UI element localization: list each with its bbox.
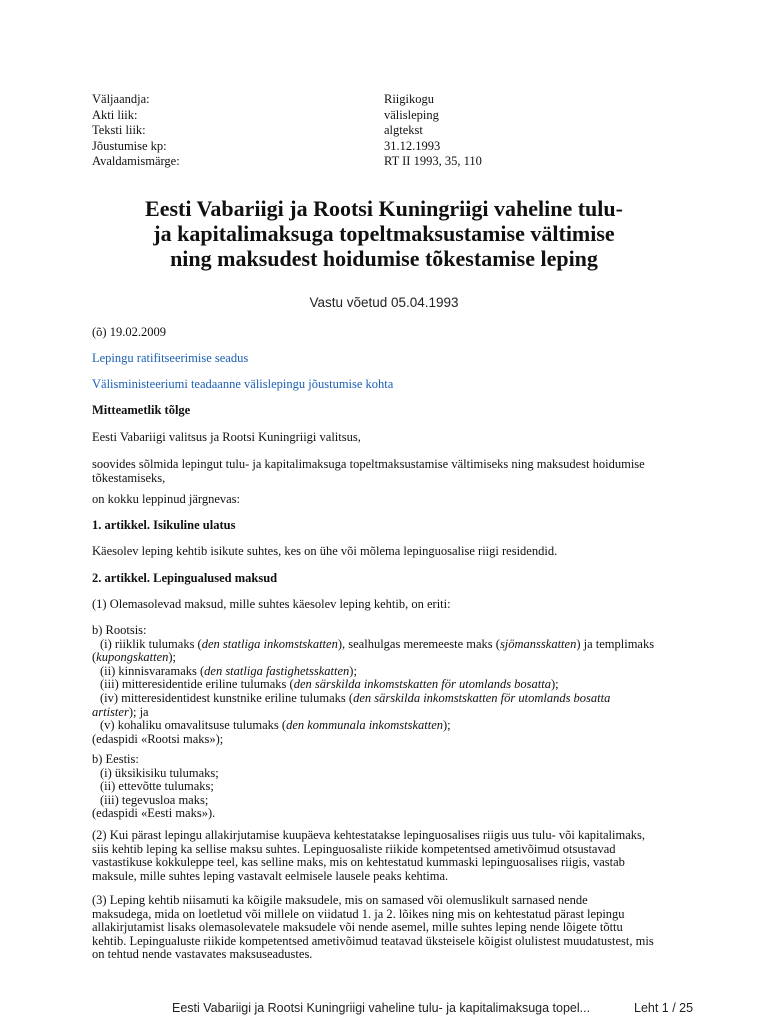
paragraph-line: maksule, mille suhtes leping vastavalt eelmisele lausele peaks kehtima. — [92, 868, 449, 883]
sweden-tax-item: (i) riiklik tulumaks (den statliga inkomstskatten), sealhulgas meremeeste maks (sjömansskatten) ja templimaks — [100, 636, 655, 651]
page-counter: Leht 1 / 25 — [634, 1001, 694, 1015]
article-1-text: Käesolev leping kehtib isikute suhtes, kes on ühe või mõlema lepinguosalise riigi residendid. — [92, 544, 558, 558]
sweden-tax-item: (ii) kinnisvaramaks (den statliga fastighetsskatten); — [100, 663, 357, 678]
metadata-key: Avaldamismärge: — [92, 154, 180, 168]
paragraph-line: (3) Leping kehtib niisamuti ka kõigile maksudele, mis on samased või olemuslikult sarnased nende — [92, 893, 588, 907]
page-footer — [0, 1001, 768, 1019]
estonia-label: b) Eestis: — [92, 752, 139, 766]
article-2-paragraph-3 — [92, 894, 692, 962]
sweden-taxes-list — [92, 624, 692, 746]
article-2-paragraph-2 — [92, 829, 692, 883]
amended-note: (õ) 19.02.2009 — [92, 325, 166, 339]
paragraph-line: siis kehtib leping ka sellise maksu suhtes. Lepinguosaliste riikide kompetentsed ametivõimud otsustavad — [92, 841, 616, 856]
article-2-paragraph-1: (1) Olemasolevad maksud, mille suhtes käesolev leping kehtib, on eriti: — [92, 597, 451, 611]
metadata-row — [92, 108, 692, 124]
paragraph-line: allakirjutamist lisaks olemasolevatele maksudele või nende asemel, mille suhtes leping nende lõigete tõttu — [92, 920, 623, 935]
paragraph-line: vastastikuse kokkuleppe teel, kas selline maks, mis on kehtestatud kummaski lepinguosalises riigis, vastab — [92, 855, 625, 870]
preamble-agreed: on kokku leppinud järgnevas: — [92, 492, 241, 506]
sweden-tax-item-cont: artister); ja — [92, 704, 149, 719]
paragraph-line: on tehtud nende vastavates maksuseadustes. — [92, 947, 313, 962]
metadata-row — [92, 139, 692, 155]
preamble-desiring — [92, 458, 692, 485]
metadata-key: Teksti liik: — [92, 123, 146, 137]
estonia-tax-item: (ii) ettevõtte tulumaks; — [100, 779, 214, 794]
sweden-tax-item: (iii) mitteresidentide eriline tulumaks (den särskilda inkomstskatten för utomlands bosatta); — [100, 677, 559, 692]
paragraph-line: (2) Kui pärast lepingu allakirjutamise kuupäeva kehtestatakse lepinguosalises riigis uus tulu- või kapitalimaks, — [92, 828, 645, 842]
estonia-taxes-list — [92, 753, 692, 821]
adopted-date: Vastu võetud 05.04.1993 — [309, 295, 459, 310]
metadata-value: Riigikogu — [384, 92, 435, 106]
paragraph-line: kehtib. Lepingualuste riikide kompetentsed ametivõimud teatavad üksteisele kõigist olulistest muudatustest, mis — [92, 933, 654, 948]
metadata-key: Väljaandja: — [92, 92, 150, 106]
sweden-tax-item: (iv) mitteresidentidest kunstnike eriline tulumaks (den särskilda inkomstskatten för utomlands bosatta — [100, 690, 611, 705]
ratification-law-link[interactable]: Lepingu ratifitseerimise seadus — [92, 351, 249, 365]
metadata-row — [92, 92, 692, 108]
sweden-tax-item: (v) kohaliku omavalitsuse tulumaks (den kommunala inkomstskatten); — [100, 718, 451, 733]
metadata-value: RT II 1993, 35, 110 — [384, 154, 482, 168]
metadata-value: 31.12.1993 — [384, 138, 441, 153]
title-line: Eesti Vabariigi ja Rootsi Kuningriigi vaheline tulu- — [145, 196, 623, 221]
metadata-table — [92, 92, 692, 170]
preamble-parties: Eesti Vabariigi valitsus ja Rootsi Kuningriigi valitsus, — [92, 430, 361, 444]
estonia-tax-item: (i) üksikisiku tulumaks; — [100, 765, 219, 780]
metadata-row — [92, 123, 692, 139]
article-2-heading: 2. artikkel. Lepingualused maksud — [92, 571, 278, 585]
article-1-heading: 1. artikkel. Isikuline ulatus — [92, 518, 236, 532]
sweden-hereafter: (edaspidi «Rootsi maks»); — [92, 731, 224, 746]
paragraph-line: maksudega, mida on loetletud või millele on viidatud 1. ja 2. lõikes ning mis on kehtestatud pärast lepingu — [92, 906, 625, 921]
title-line: ning maksudest hoidumise tõkestamise leping — [170, 246, 598, 271]
metadata-row — [92, 154, 692, 170]
sweden-tax-item-cont: (kupongskatten); — [92, 650, 177, 665]
sweden-label: b) Rootsis: — [92, 623, 147, 637]
entry-into-force-announcement-link[interactable]: Välisministeeriumi teadaanne välislepingu jõustumise kohta — [92, 377, 394, 391]
estonia-hereafter: (edaspidi «Eesti maks»). — [92, 806, 216, 821]
footer-document-title: Eesti Vabariigi ja Rootsi Kuningriigi vaheline tulu- ja kapitalimaksuga topel... — [172, 1001, 591, 1015]
estonia-tax-item: (iii) tegevusloa maks; — [100, 792, 209, 807]
preamble-desiring-line: tõkestamiseks, — [92, 470, 166, 485]
metadata-key: Jõustumise kp: — [92, 138, 167, 153]
metadata-value: algtekst — [384, 123, 423, 137]
document-title — [60, 196, 708, 271]
preamble-desiring-line: soovides sõlmida lepingut tulu- ja kapitalimaksuga topeltmaksustamise vältimiseks ning maksudest hoidumise — [92, 457, 645, 471]
metadata-key: Akti liik: — [92, 107, 138, 122]
title-line: ja kapitalimaksuga topeltmaksustamise vältimise — [153, 221, 615, 246]
metadata-value: välisleping — [384, 107, 439, 122]
unofficial-translation-label: Mitteametlik tõlge — [92, 403, 191, 417]
